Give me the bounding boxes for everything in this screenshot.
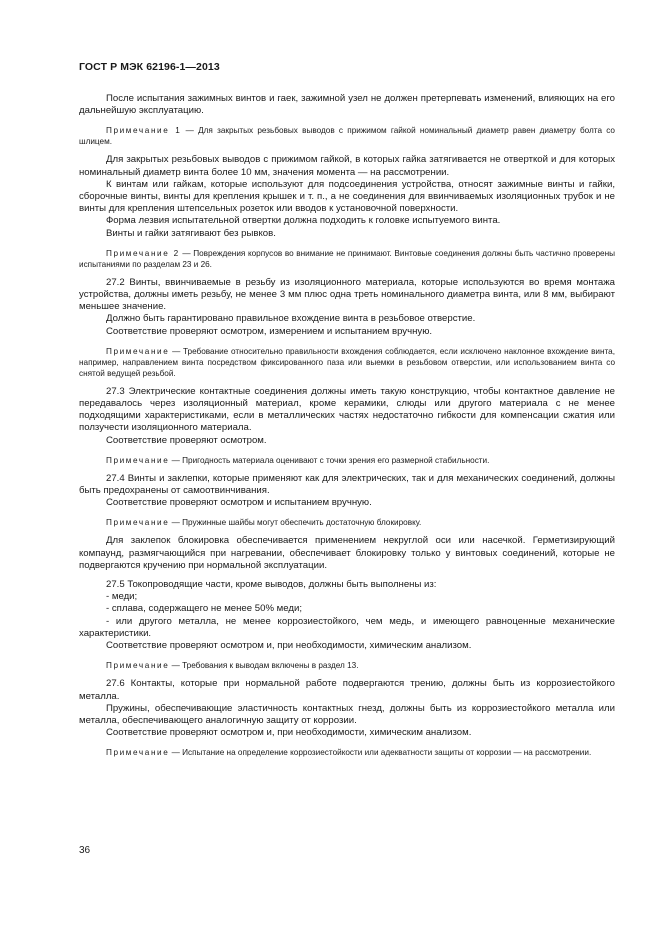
clause-paragraph: 27.3 Электрические контактные соединения должны иметь такую конструкцию, чтобы контактное давление не передавалось через изоляционный материал, кроме керамики, слюды или другого материала с не менее подходящими характеристиками, если в металлических частях недостаточно гибкости для компенсации сжатия или ползучести изоляционного материала.: [79, 385, 615, 434]
body-paragraph: Соответствие проверяют осмотром и испытанием вручную.: [106, 497, 372, 509]
note-text: — Для закрытых резьбовых выводов с прижимом гайкой номинальный диаметр равен диаметру болта со шлицем.: [79, 126, 615, 147]
note-text: — Требование относительно правильности вхождения соблюдается, если исключено наклонное вхождение винта, например, направлением винта посредством фиксированного паза или выемки в резьбовом отверстии, или использованием винта со снятой ведущей резьбой.: [79, 346, 615, 378]
body-paragraph: Винты и гайки затягивают без рывков.: [106, 227, 276, 239]
note-paragraph: [79, 660, 615, 671]
body-paragraph: Пружины, обеспечивающие эластичность контактных гнезд, должны быть из коррозиестойкого металла или металла, обеспечивающего аналогичную защиту от коррозии.: [79, 702, 615, 726]
body-paragraph: - или другого металла, не менее коррозиестойкого, чем медь, и имеющего равноценные механические характеристики.: [79, 615, 615, 639]
note-paragraph: [79, 747, 615, 758]
document-header: ГОСТ Р МЭК 62196-1—2013: [79, 61, 220, 73]
note-label: Примечание: [106, 518, 170, 528]
note-text: — Повреждения корпусов во внимание не принимают. Винтовые соединения должны быть частично проверены испытаниями по разделам 23 и 26.: [79, 248, 615, 269]
clause-paragraph: 27.2 Винты, ввинчиваемые в резьбу из изоляционного материала, которые используются во время монтажа устройства, должны иметь резьбу, не менее 3 мм плюс одна треть номинального диаметра винта, или 8 мм, выбирают меньшее значение.: [79, 276, 615, 313]
clause-paragraph: 27.4 Винты и заклепки, которые применяют как для электрических, так и для механических соединений, должны быть предохранены от самоотвинчивания.: [79, 472, 615, 497]
note-label: Примечание: [106, 455, 170, 465]
body-paragraph: Соответствие проверяют осмотром.: [106, 434, 267, 446]
body-paragraph: Для заклепок блокировка обеспечивается применением некруглой оси или насечкой. Герметизирующий компаунд, размягчающийся при нагревании, обеспечивает блокировку только у винтовых соединений, которые не подвергаются кручению при нормальной эксплуатации.: [79, 535, 615, 571]
note-label: Примечание 2: [106, 248, 180, 258]
document-body: [79, 93, 615, 758]
note-label: Примечание 1: [106, 126, 182, 136]
clause-paragraph: 27.6 Контакты, которые при нормальной работе подвергаются трению, должны быть из коррозиестойкого металла.: [79, 678, 615, 702]
note-text: — Испытание на определение коррозиестойкости или адекватности защиты от коррозии — на рассмотрении.: [169, 748, 592, 758]
note-paragraph: [79, 125, 615, 147]
note-paragraph: [79, 248, 615, 270]
note-paragraph: [79, 455, 615, 466]
body-paragraph: Для закрытых резьбовых выводов с прижимом гайкой, в которых гайка затягивается не отверткой и для которых номинальный диаметр винта более 10 мм, значения момента — на рассмотрении.: [79, 154, 615, 178]
body-paragraph: - сплава, содержащего не менее 50% меди;: [106, 603, 302, 615]
body-paragraph: Форма лезвия испытательной отвертки должна подходить к головке испытуемого винта.: [106, 215, 501, 227]
body-paragraph: Соответствие проверяют осмотром, измерением и испытанием вручную.: [106, 325, 433, 337]
note-paragraph: [79, 346, 615, 379]
note-label: Примечание: [106, 748, 170, 758]
note-label: Примечание: [106, 346, 170, 356]
body-paragraph: К винтам или гайкам, которые используют для подсоединения устройства, относят зажимные винты и гайки, сборочные винты, винты для крепления крышек и т. п., а не соединения для ввинчиваемых изоляционных трубок и не винты для крепления штепсельных розеток или вводов к установочной поверхности.: [79, 178, 615, 215]
note-text: — Пружинные шайбы могут обеспечить достаточную блокировку.: [169, 518, 422, 528]
body-paragraph: Соответствие проверяют осмотром и, при необходимости, химическим анализом.: [106, 727, 472, 739]
body-paragraph: Соответствие проверяют осмотром и, при необходимости, химическим анализом.: [106, 640, 472, 652]
note-text: — Требования к выводам включены в раздел 13.: [169, 661, 359, 671]
page-number: 36: [79, 845, 91, 856]
note-paragraph: [79, 517, 615, 528]
clause-paragraph: 27.5 Токопроводящие части, кроме выводов, должны быть выполнены из:: [106, 579, 437, 591]
note-label: Примечание: [106, 661, 170, 671]
note-text: — Пригодность материала оценивают с точки зрения его размерной стабильности.: [169, 455, 490, 465]
body-paragraph: Должно быть гарантировано правильное вхождение винта в резьбовое отверстие.: [106, 313, 476, 325]
body-paragraph: - меди;: [106, 591, 138, 603]
body-paragraph: После испытания зажимных винтов и гаек, зажимной узел не должен претерпевать изменений, влияющих на его дальнейшую эксплуатацию.: [79, 93, 615, 117]
